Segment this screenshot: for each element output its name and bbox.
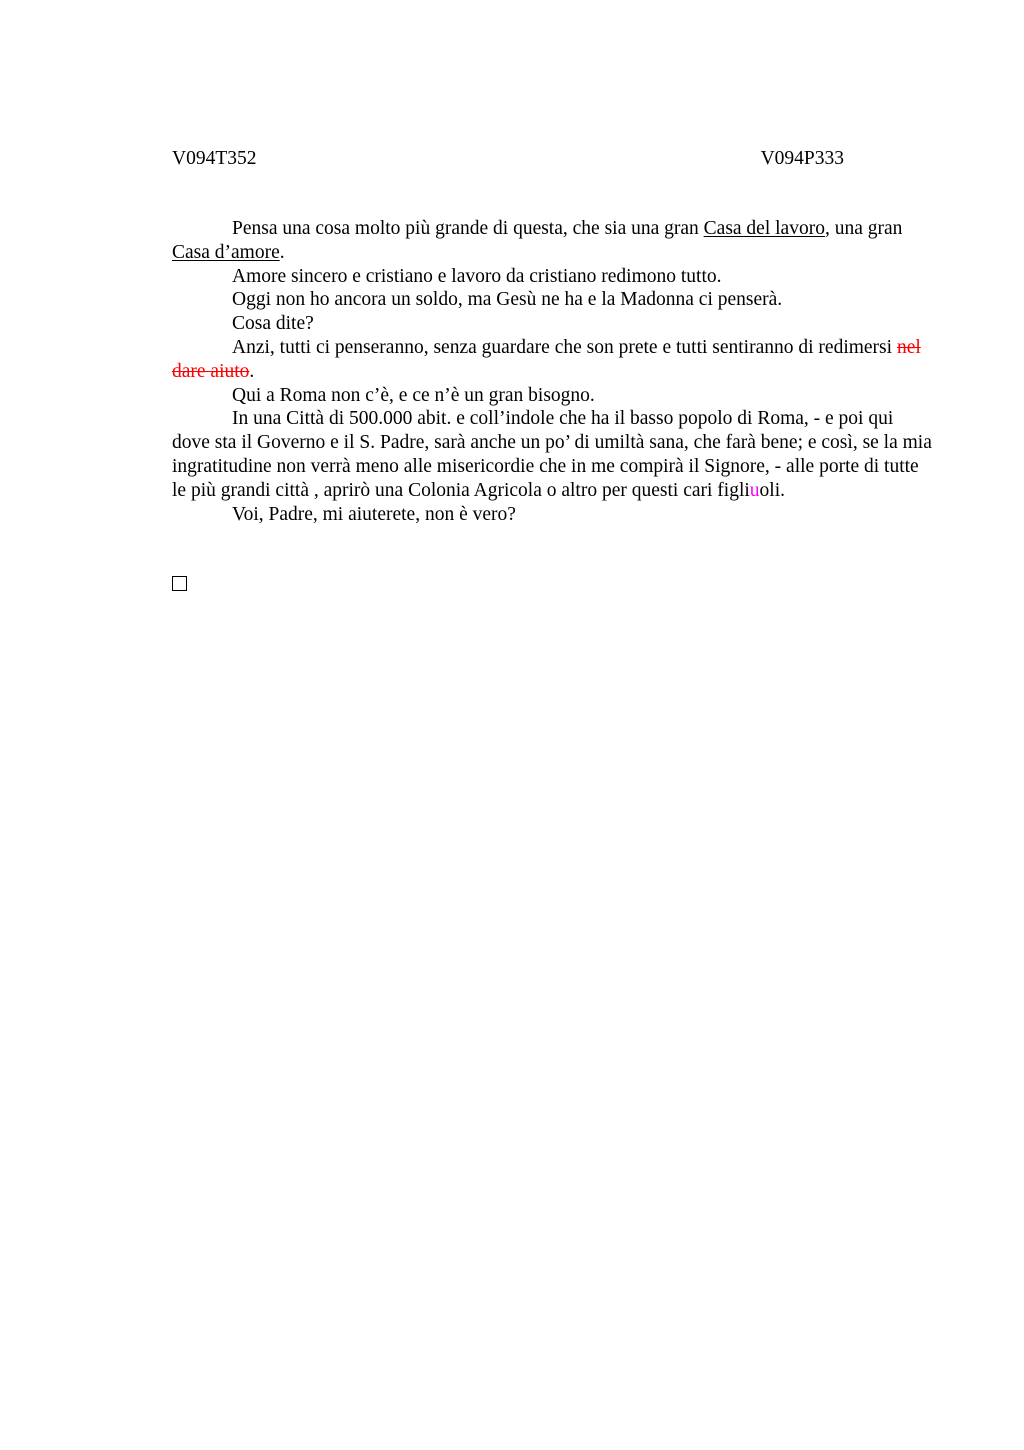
paragraph-2: Amore sincero e cristiano e lavoro da cristiano redimono tutto. xyxy=(232,265,722,287)
document-code-right: V094P333 xyxy=(760,148,844,169)
paragraph-1 xyxy=(172,217,932,265)
paragraph-5-text-a: Anzi, tutti ci penseranno, senza guardare che son prete e tutti sentiranno di redimersi xyxy=(232,336,897,358)
paragraph-1-text-b: , una gran xyxy=(824,218,903,239)
paragraph-6: Qui a Roma non c’è, e ce n’è un gran bisogno. xyxy=(232,384,595,406)
paragraph-4: Cosa dite? xyxy=(232,313,314,335)
paragraph-5-text-b: . xyxy=(249,360,255,382)
underlined-casa-del-lavoro: Casa del lavoro xyxy=(703,218,825,239)
paragraph-8: Voi, Padre, mi aiuterete, non è vero? xyxy=(232,503,516,525)
paragraph-5 xyxy=(172,336,932,384)
paragraph-1-text-c: . xyxy=(279,241,285,263)
paragraph-1-text-a: Pensa una cosa molto più grande di questa, che sia una gran xyxy=(232,218,704,239)
paragraph-7-text-a: In una Città di 500.000 abit. e coll’indole che ha il basso popolo di Roma, - e poi qui dove sta il Governo e il S. Padre, sarà anche un po’ di umiltà sana, che farà bene; e così, se la mia ingratitudine non verrà meno alle misericordie che in me compirà il Signore, - alle porte di tutte le più grandi città , aprirò una Colonia Agricola o altro per questi cari figli xyxy=(172,408,932,501)
document-code-left: V094T352 xyxy=(172,148,257,169)
checkbox-square-icon xyxy=(172,576,187,591)
letter-body xyxy=(172,217,932,526)
underlined-casa-d-amore: Casa d’amore xyxy=(172,241,280,263)
paragraph-3: Oggi non ho ancora un soldo, ma Gesù ne ha e la Madonna ci penserà. xyxy=(232,289,783,311)
paragraph-7 xyxy=(172,407,932,502)
deleted-text: nel dare aiuto xyxy=(172,336,921,382)
inserted-letter: u xyxy=(749,479,760,501)
paragraph-7-text-b: oli. xyxy=(759,479,786,501)
page-header xyxy=(172,146,844,172)
